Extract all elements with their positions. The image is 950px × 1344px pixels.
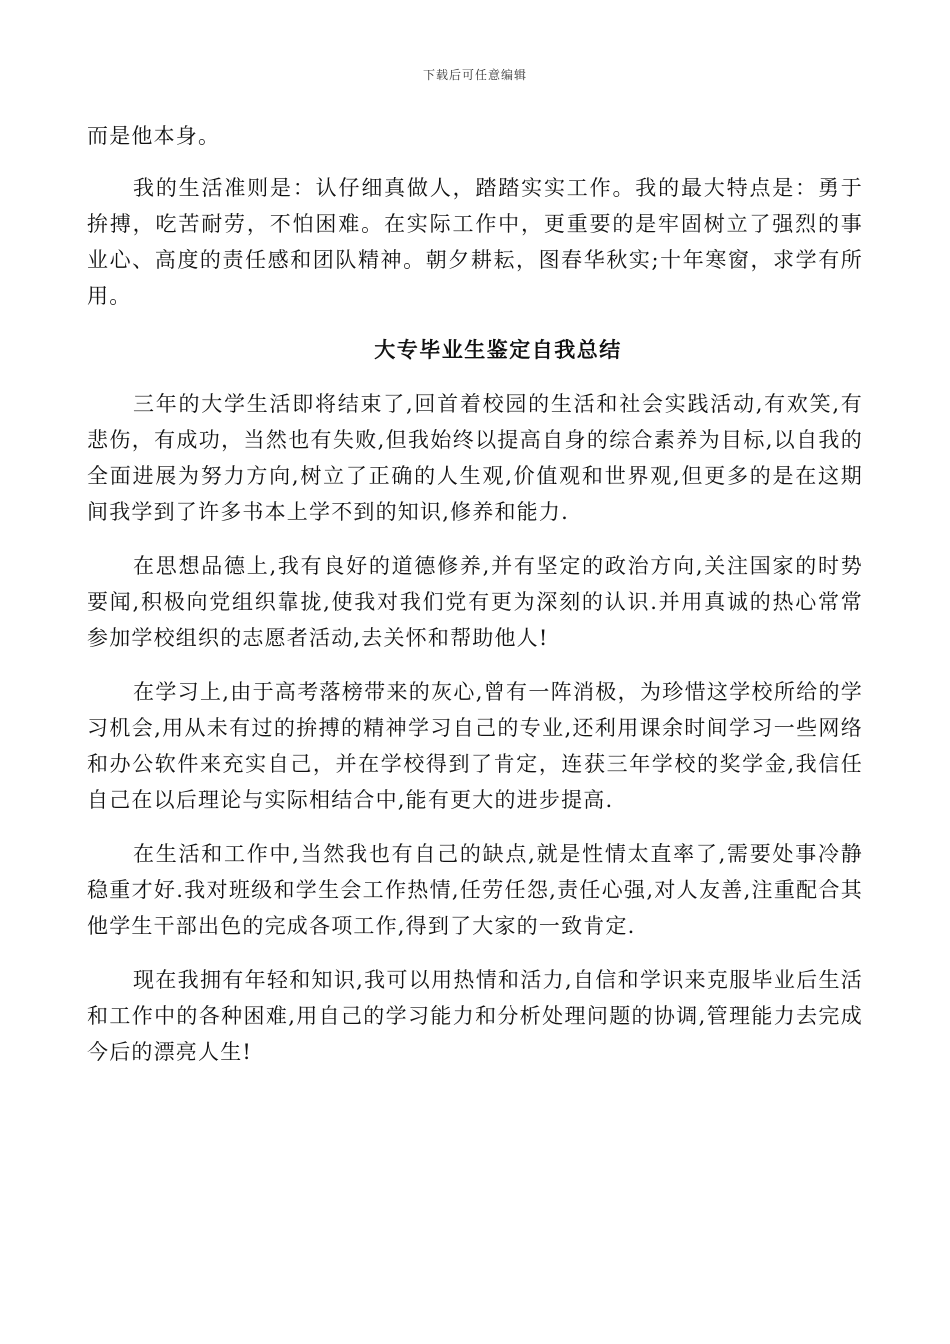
paragraph-spacer <box>87 530 863 548</box>
summary-paragraph-overview: 三年的大学生活即将结束了,回首着校园的生活和社会实践活动,有欢笑,有悲伤，有成功，当然也有失败,但我始终以提高自身的综合素养为目标,以自我的全面进展为努力方向,树立了正确的人生观,价值观和世界观,但更多的是在这期间我学到了许多书本上学不到的知识,修养和能力. <box>87 392 863 524</box>
page-header-note: 下载后可任意编辑 <box>422 68 527 82</box>
paragraph-spacer <box>87 944 863 962</box>
paragraph-spacer <box>87 818 863 836</box>
summary-paragraph-study: 在学习上,由于高考落榜带来的灰心,曾有一阵消极，为珍惜这学校所给的学习机会,用从未有过的拚搏的精神学习自己的专业,还利用课余时间学习一些网络和办公软件来充实自己，并在学校得到了肯定，连获三年学校的奖学金,我信任自己在以后理论与实际相结合中,能有更大的进步提高. <box>87 680 863 812</box>
summary-paragraph-future: 现在我拥有年轻和知识,我可以用热情和活力,自信和学识来克服毕业后生活和工作中的各种困难,用自己的学习能力和分析处理问题的协调,管理能力去完成今后的漂亮人生! <box>87 968 863 1064</box>
paragraph-spacer <box>87 656 863 674</box>
paragraph-spacer <box>87 368 863 386</box>
document-body <box>87 118 863 1070</box>
summary-paragraph-morality: 在思想品德上,我有良好的道德修养,并有坚定的政治方向,关注国家的时势要闻,积极向党组织靠拢,使我对我们党有更为深刻的认识.并用真诚的热心常常参加学校组织的志愿者活动,去关怀和帮助他人! <box>87 554 863 650</box>
summary-paragraph-work-life: 在生活和工作中,当然我也有自己的缺点,就是性情太直率了,需要处事冷静稳重才好.我对班级和学生会工作热情,任劳任怨,责任心强,对人友善,注重配合其他学生干部出色的完成各项工作,得到了大家的一致肯定. <box>87 842 863 938</box>
life-principle-paragraph: 我的生活准则是：认仔细真做人，踏踏实实工作。我的最大特点是：勇于拚搏，吃苦耐劳，不怕困难。在实际工作中，更重要的是牢固树立了强烈的事业心、高度的责任感和团队精神。朝夕耕耘，图春华秋实;十年寒窗，求学有所用。 <box>87 176 863 308</box>
section-title: 大专毕业生鉴定自我总结 <box>374 338 622 362</box>
intro-continuation-paragraph: 而是他本身。 <box>87 124 221 148</box>
paragraph-spacer <box>87 154 863 170</box>
paragraph-spacer <box>87 314 863 332</box>
